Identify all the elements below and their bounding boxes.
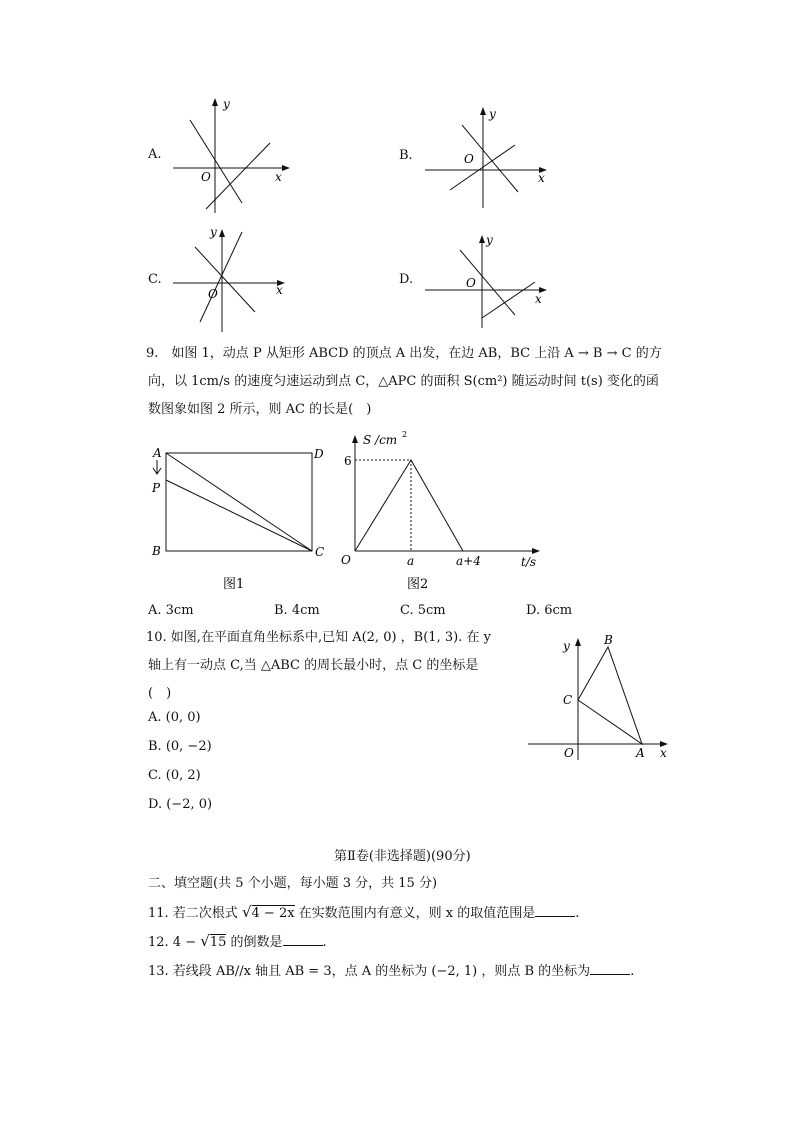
option-d-graph bbox=[420, 230, 555, 330]
svg-text:D: D bbox=[314, 447, 324, 461]
q9-option-b: B. 4cm bbox=[274, 603, 320, 618]
svg-text:6: 6 bbox=[344, 454, 352, 468]
svg-text:A: A bbox=[636, 746, 645, 760]
option-c-graph bbox=[170, 222, 295, 334]
svg-text:y: y bbox=[486, 233, 493, 247]
svg-text:C: C bbox=[563, 693, 573, 707]
q10-line3: ( ) bbox=[148, 686, 172, 701]
option-a-graph bbox=[170, 95, 295, 215]
option-b-graph bbox=[420, 100, 555, 210]
figure-1-caption: 图1 bbox=[223, 577, 245, 592]
q12: 12. 4 − √15 的倒数是 . bbox=[148, 932, 327, 950]
figure-2-caption: 图2 bbox=[407, 577, 429, 592]
part2-title: 第Ⅱ卷(非选择题)(90分) bbox=[334, 849, 471, 864]
svg-text:O: O bbox=[208, 287, 218, 301]
q10-line1: 10. 如图,在平面直角坐标系中,已知 A(2, 0) ，B(1, 3). 在 y bbox=[146, 630, 491, 645]
svg-text:a: a bbox=[407, 554, 415, 568]
svg-text:y: y bbox=[563, 639, 570, 653]
svg-text:y: y bbox=[210, 225, 217, 239]
svg-text:S /cm: S /cm bbox=[363, 433, 398, 447]
answer-blank[interactable] bbox=[590, 960, 630, 975]
svg-text:B: B bbox=[604, 633, 613, 647]
figure-2 bbox=[335, 425, 550, 595]
svg-text:t/s: t/s bbox=[521, 555, 537, 569]
q9-line2: 向，以 1cm/s 的速度匀速运动到点 C，△APC 的面积 S(cm²) 随运动时间 t(s) 变化的函 bbox=[148, 374, 659, 389]
x-axis-label: x bbox=[275, 170, 282, 184]
svg-text:O: O bbox=[466, 276, 476, 290]
q10-option-c: C. (0, 2) bbox=[148, 768, 201, 783]
svg-text:P: P bbox=[152, 481, 161, 495]
q11: 11. 若二次根式 √4 − 2x 在实数范围内有意义，则 x 的取值范围是 . bbox=[148, 903, 580, 921]
q9-option-a: A. 3cm bbox=[148, 603, 194, 618]
svg-text:B: B bbox=[152, 544, 161, 558]
q9-option-c: C. 5cm bbox=[400, 603, 446, 618]
q9-line1: 9. 如图 1，动点 P 从矩形 ABCD 的顶点 A 出发，在边 AB，BC 上沿 A → B → C 的方 bbox=[146, 346, 662, 361]
svg-text:O: O bbox=[564, 746, 574, 760]
section-heading: 二、填空题(共 5 个小题，每小题 3 分，共 15 分) bbox=[148, 876, 438, 891]
option-b-label: B. bbox=[399, 148, 413, 163]
option-c-label: C. bbox=[148, 272, 162, 287]
origin-label: O bbox=[201, 170, 211, 184]
svg-text:O: O bbox=[464, 152, 474, 166]
q10-figure bbox=[520, 630, 675, 765]
svg-text:x: x bbox=[535, 292, 542, 306]
svg-text:O: O bbox=[341, 553, 351, 567]
svg-text:a+4: a+4 bbox=[456, 554, 481, 568]
y-axis-label: y bbox=[223, 97, 230, 111]
q13: 13. 若线段 AB//x 轴且 AB = 3，点 A 的坐标为 (−2, 1) ，则点 B 的坐标为 . bbox=[148, 960, 634, 982]
answer-blank[interactable] bbox=[535, 902, 575, 917]
figure-1 bbox=[145, 440, 345, 595]
q10-line2: 轴上有一动点 C,当 △ABC 的周长最小时，点 C 的坐标是 bbox=[148, 658, 479, 673]
svg-text:y: y bbox=[489, 107, 496, 121]
q9-line3: 数图象如图 2 所示，则 AC 的长是( ) bbox=[148, 402, 372, 417]
svg-text:x: x bbox=[538, 171, 545, 185]
answer-blank[interactable] bbox=[283, 931, 323, 946]
svg-text:2: 2 bbox=[402, 430, 408, 439]
q10-option-d: D. (−2, 0) bbox=[148, 797, 213, 812]
q9-option-d: D. 6cm bbox=[526, 603, 573, 618]
option-d-label: D. bbox=[399, 272, 414, 287]
svg-text:x: x bbox=[276, 283, 283, 297]
q10-option-b: B. (0, −2) bbox=[148, 739, 212, 754]
option-a-label: A. bbox=[148, 147, 162, 162]
svg-text:A: A bbox=[153, 446, 162, 460]
q10-option-a: A. (0, 0) bbox=[148, 710, 201, 725]
svg-text:C: C bbox=[315, 545, 325, 559]
svg-text:x: x bbox=[660, 746, 667, 760]
